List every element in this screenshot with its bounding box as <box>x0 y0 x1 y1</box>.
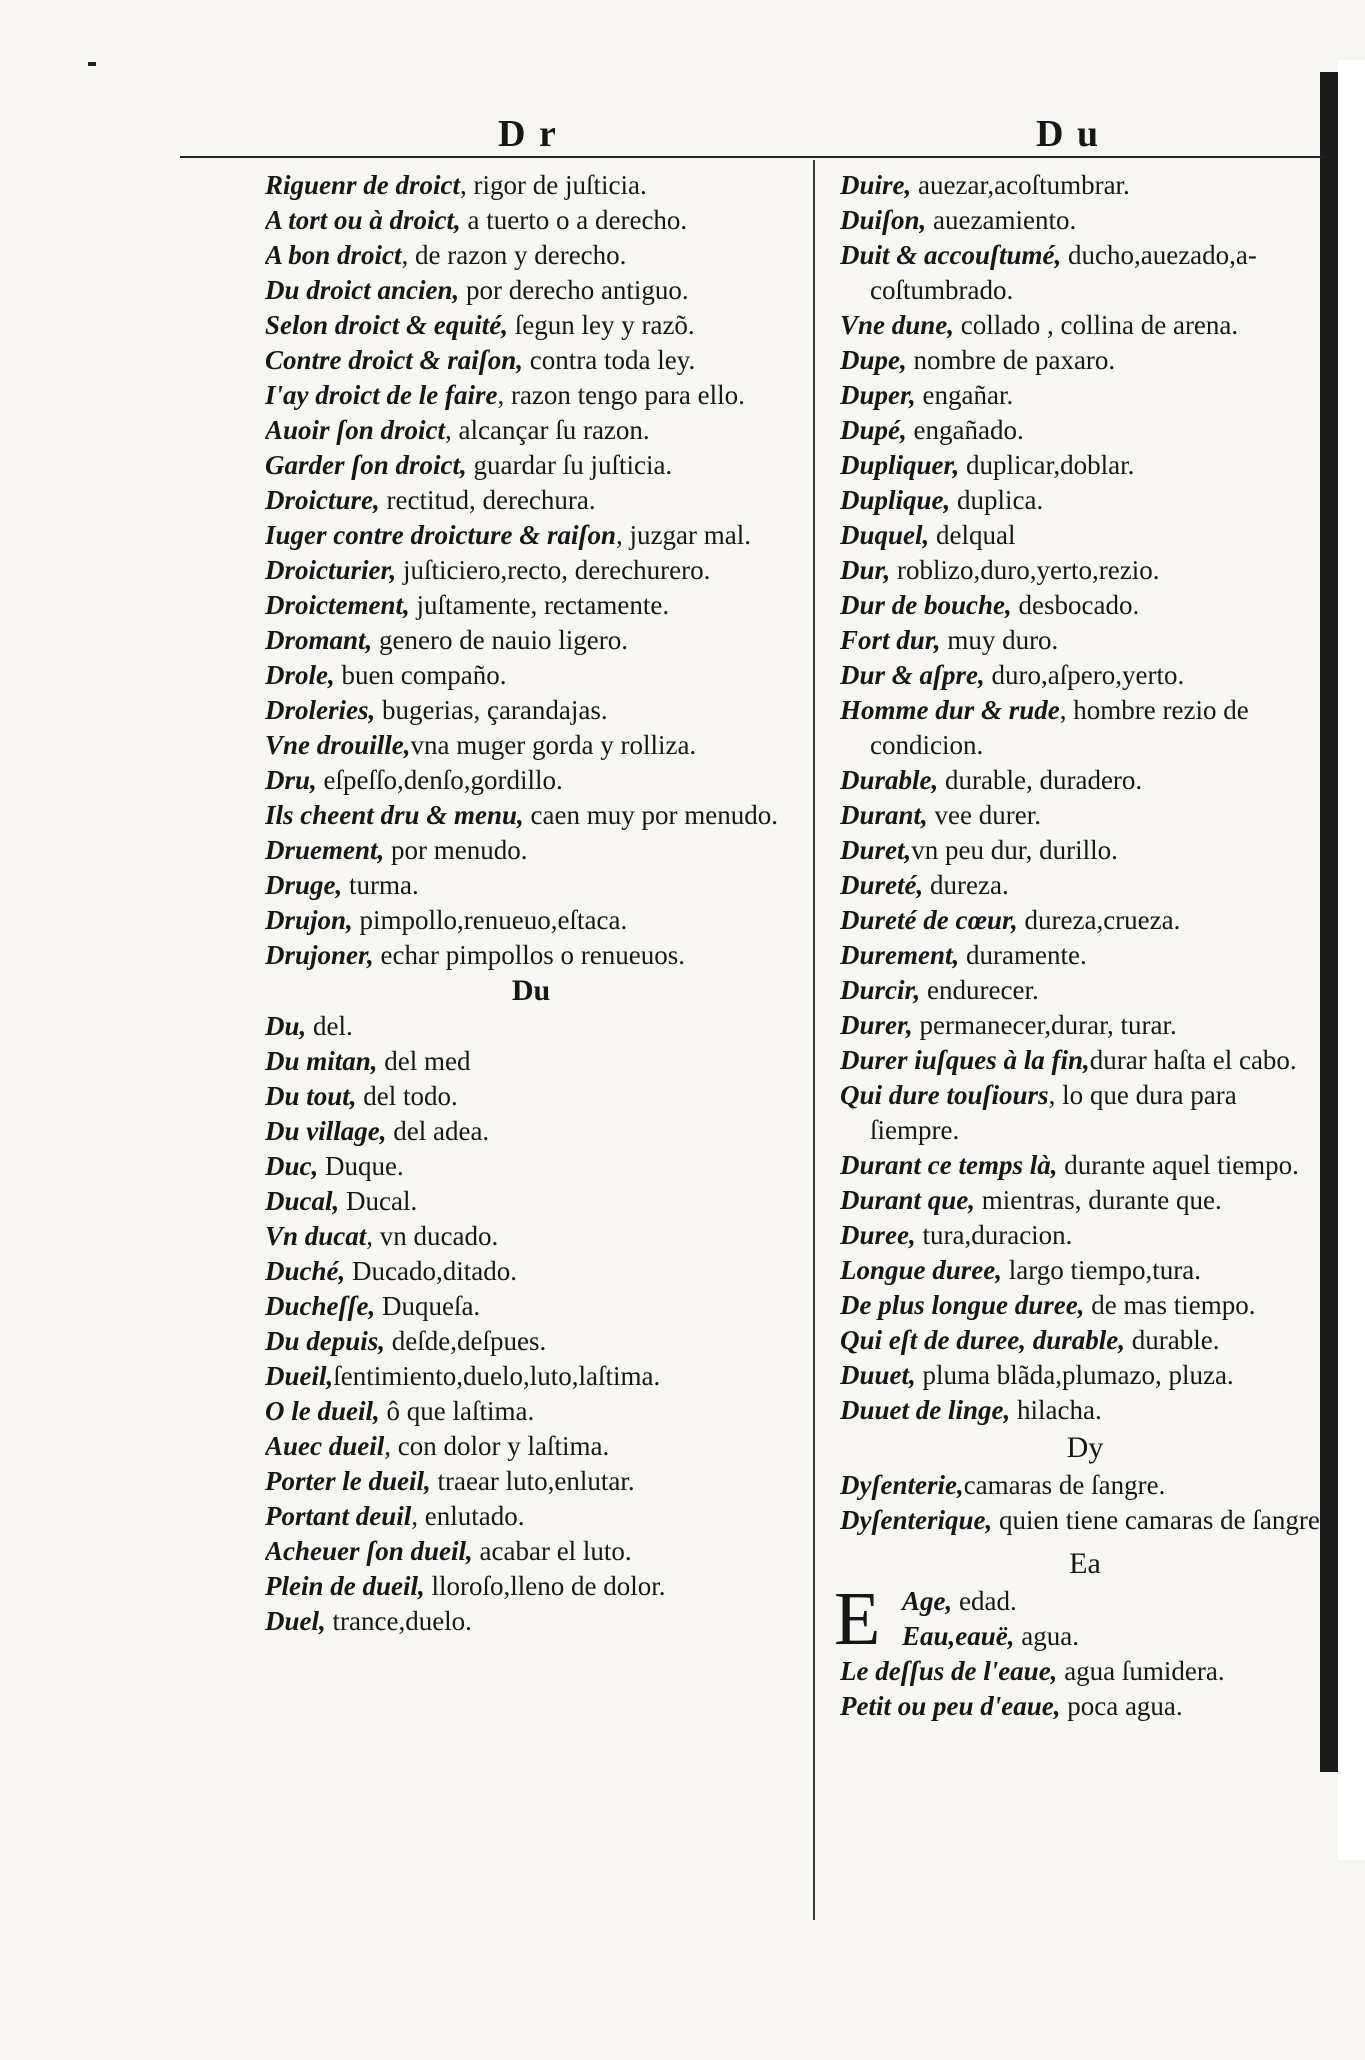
dictionary-entry <box>265 378 797 413</box>
headword: Dueil, <box>265 1361 334 1391</box>
translation: , alcançar ſu razon. <box>445 415 650 445</box>
headword: Homme dur & rude <box>840 695 1060 725</box>
dictionary-entry <box>265 1289 797 1324</box>
dictionary-entry <box>265 693 797 728</box>
headword: Drole, <box>265 660 335 690</box>
headword: Dyſenterie, <box>840 1470 964 1500</box>
dictionary-entry <box>840 1148 1330 1183</box>
dictionary-entry <box>840 553 1330 588</box>
dictionary-entry <box>840 1503 1330 1538</box>
headword: Duit & accouſtumé, <box>840 240 1062 270</box>
translation: auezamiento. <box>926 205 1077 235</box>
dictionary-entry <box>265 413 797 448</box>
headword: Durcir, <box>840 975 921 1005</box>
translation: agua ſumidera. <box>1057 1656 1225 1686</box>
dictionary-entry <box>265 238 797 273</box>
dictionary-entry <box>840 588 1330 623</box>
translation: Ducado,ditado. <box>345 1256 517 1286</box>
headword: Ducal, <box>265 1186 340 1216</box>
headword: Durer, <box>840 1010 913 1040</box>
translation: tura,duracion. <box>915 1220 1073 1250</box>
translation: duplicar,doblar. <box>959 450 1135 480</box>
dictionary-entry <box>265 483 797 518</box>
dictionary-entry <box>265 658 797 693</box>
headword: Qui eſt de duree, durable, <box>840 1325 1125 1355</box>
headword: Durant ce temps là, <box>840 1150 1058 1180</box>
column-divider <box>813 160 815 1920</box>
dictionary-entry <box>840 763 1330 798</box>
translation: por derecho antiguo. <box>459 275 689 305</box>
translation: del. <box>306 1011 353 1041</box>
dictionary-entry <box>265 1254 797 1289</box>
translation: delqual <box>929 520 1016 550</box>
headword: Dupe, <box>840 345 907 375</box>
headword: Droicturier, <box>265 555 397 585</box>
headword: Vne drouille, <box>265 730 411 760</box>
translation: duramente. <box>959 940 1087 970</box>
headword: Duc, <box>265 1151 319 1181</box>
entry-list <box>840 1468 1330 1538</box>
dictionary-entry <box>840 343 1330 378</box>
dictionary-entry <box>265 1499 797 1534</box>
headword: Droleries, <box>265 695 376 725</box>
translation: de mas tiempo. <box>1084 1290 1256 1320</box>
translation: del adea. <box>386 1116 490 1146</box>
entry-list <box>265 1009 797 1639</box>
headword: Portant deuil <box>265 1501 412 1531</box>
dictionary-entry <box>265 1569 797 1604</box>
translation: ſentimiento,duelo,luto,laſtima. <box>333 1361 661 1391</box>
entry-list <box>840 1654 1330 1724</box>
headword: Fort dur, <box>840 625 941 655</box>
dictionary-entry <box>265 308 797 343</box>
dictionary-entry <box>902 1584 1330 1619</box>
dictionary-entry <box>840 168 1330 203</box>
dictionary-entry <box>265 1149 797 1184</box>
translation: durable, duradero. <box>938 765 1143 795</box>
dictionary-entry <box>902 1619 1330 1654</box>
dictionary-entry <box>265 1044 797 1079</box>
dictionary-entry <box>840 378 1330 413</box>
dictionary-entry <box>265 1009 797 1044</box>
translation: durante aquel tiempo. <box>1057 1150 1299 1180</box>
translation: largo tiempo,tura. <box>1002 1255 1201 1285</box>
headword: Dur, <box>840 555 891 585</box>
translation: a tuerto o a derecho. <box>460 205 688 235</box>
dictionary-entry <box>265 798 797 833</box>
headword: Durer iuſques à la fin, <box>840 1045 1090 1075</box>
translation: del todo. <box>356 1081 458 1111</box>
headword: Dyſenterique, <box>840 1505 993 1535</box>
left-column <box>265 168 797 1639</box>
headword: Eau,eauë, <box>902 1621 1015 1651</box>
headword: Drujoner, <box>265 940 374 970</box>
headword: Qui dure touſiours <box>840 1080 1049 1110</box>
dictionary-entry <box>265 728 797 763</box>
dictionary-entry <box>840 448 1330 483</box>
section-heading-dy: Dy <box>1066 1431 1104 1464</box>
headword: Duper, <box>840 380 916 410</box>
dictionary-entry <box>840 1468 1330 1503</box>
translation: ducho,auezado,a-coſtumbrado. <box>870 240 1257 305</box>
dictionary-entry <box>840 1218 1330 1253</box>
headword: Duret, <box>840 835 912 865</box>
dictionary-entry <box>840 1008 1330 1043</box>
translation: Duque. <box>318 1151 404 1181</box>
headword: Duuet, <box>840 1360 916 1390</box>
translation: endurecer. <box>920 975 1039 1005</box>
translation: eſpeſſo,denſo,gordillo. <box>316 765 563 795</box>
translation: trance,duelo. <box>325 1606 472 1636</box>
translation: bugerias, çarandajas. <box>375 695 608 725</box>
dictionary-entry <box>265 623 797 658</box>
translation: rectitud, derechura. <box>379 485 596 515</box>
headword: Acheuer ſon dueil, <box>265 1536 473 1566</box>
translation: guardar ſu juſticia. <box>466 450 673 480</box>
translation: pimpollo,renueuo,eſtaca. <box>352 905 628 935</box>
dictionary-entry <box>840 1183 1330 1218</box>
translation: lloroſo,lleno de dolor. <box>424 1571 666 1601</box>
translation: edad. <box>952 1586 1017 1616</box>
dictionary-entry <box>840 1043 1330 1078</box>
right-column <box>834 168 1330 1724</box>
headword: Durant, <box>840 800 928 830</box>
dictionary-entry <box>265 1184 797 1219</box>
headword: Longue duree, <box>840 1255 1002 1285</box>
headword: Druement, <box>265 835 385 865</box>
translation: hilacha. <box>1010 1395 1102 1425</box>
headword: Druge, <box>265 870 343 900</box>
dictionary-entry <box>840 1253 1330 1288</box>
headword: Vne dune, <box>840 310 955 340</box>
translation: caen muy por menudo. <box>523 800 778 830</box>
translation: juſticiero,recto, derechurero. <box>396 555 711 585</box>
page-edge-margin <box>1338 60 1365 1860</box>
headword: Dromant, <box>265 625 373 655</box>
running-head-left: D r <box>498 113 558 155</box>
translation: , con dolor y laſtima. <box>384 1431 610 1461</box>
translation: genero de nauio ligero. <box>372 625 628 655</box>
dictionary-entry <box>265 203 797 238</box>
headword: Du mitan, <box>265 1046 378 1076</box>
dictionary-entry <box>840 938 1330 973</box>
headword: Drujon, <box>265 905 353 935</box>
dictionary-entry <box>840 868 1330 903</box>
translation: deſde,deſpues. <box>385 1326 547 1356</box>
dictionary-entry <box>265 868 797 903</box>
dropcap-letter: E <box>834 1577 881 1661</box>
translation: juſtamente, rectamente. <box>409 590 670 620</box>
dictionary-entry <box>840 798 1330 833</box>
translation: turma. <box>342 870 419 900</box>
translation: engañado. <box>906 415 1024 445</box>
dictionary-entry <box>840 238 1330 308</box>
dictionary-entry <box>265 1534 797 1569</box>
translation: , juzgar mal. <box>616 520 751 550</box>
headword: Ils cheent dru & menu, <box>265 800 524 830</box>
dictionary-entry <box>840 483 1330 518</box>
headword: Du, <box>265 1011 307 1041</box>
headword: Durant que, <box>840 1185 976 1215</box>
headword: Dur & aſpre, <box>840 660 985 690</box>
dictionary-entry <box>840 973 1330 1008</box>
dictionary-entry <box>265 1079 797 1114</box>
headword: De plus longue duree, <box>840 1290 1085 1320</box>
translation: , de razon y derecho. <box>401 240 627 270</box>
dictionary-entry <box>265 1464 797 1499</box>
translation: , hombre rezio de condicion. <box>870 695 1249 760</box>
translation: engañar. <box>915 380 1014 410</box>
dictionary-entry <box>840 1654 1330 1689</box>
translation: collado , collina de arena. <box>954 310 1239 340</box>
headword: I'ay droict de le faire <box>265 380 498 410</box>
headword: A bon droict <box>265 240 402 270</box>
dictionary-entry <box>265 553 797 588</box>
dictionary-entry <box>840 203 1330 238</box>
headword: Auec dueil <box>265 1431 385 1461</box>
dictionary-entry <box>265 1604 797 1639</box>
section-heading-du: Du <box>511 974 551 1007</box>
headword: Auoir ſon droict <box>265 415 446 445</box>
translation: vna muger gorda y rolliza. <box>410 730 697 760</box>
headword: Dupliquer, <box>840 450 960 480</box>
dictionary-entry <box>840 1323 1330 1358</box>
headword: Du tout, <box>265 1081 357 1111</box>
translation: por menudo. <box>384 835 528 865</box>
headword: Durable, <box>840 765 939 795</box>
translation: vn peu dur, durillo. <box>911 835 1118 865</box>
headword: Duire, <box>840 170 912 200</box>
dictionary-entry <box>265 518 797 553</box>
dictionary-entry <box>265 1429 797 1464</box>
dropcap-block <box>834 1577 1330 1661</box>
translation: traear luto,enlutar. <box>430 1466 635 1496</box>
headword: Riguenr de droict <box>265 170 461 200</box>
translation: dureza. <box>923 870 1009 900</box>
translation: vee durer. <box>927 800 1041 830</box>
headword: Duplique, <box>840 485 951 515</box>
headword: Dru, <box>265 765 317 795</box>
dictionary-entry <box>840 1393 1330 1428</box>
translation: durable. <box>1124 1325 1220 1355</box>
translation: desbocado. <box>1011 590 1140 620</box>
translation: del med <box>377 1046 471 1076</box>
headword: Iuger contre droicture & raiſon <box>265 520 617 550</box>
dictionary-entry <box>265 1394 797 1429</box>
headword: Du village, <box>265 1116 387 1146</box>
translation: roblizo,duro,yerto,rezio. <box>890 555 1160 585</box>
translation: acabar el luto. <box>472 1536 632 1566</box>
translation: dureza,crueza. <box>1017 905 1181 935</box>
translation: , razon tengo para ello. <box>497 380 745 410</box>
running-head-right: D u <box>1036 113 1101 155</box>
dictionary-entry <box>265 1114 797 1149</box>
translation: pluma blãda,plumazo, pluza. <box>915 1360 1234 1390</box>
dictionary-entry <box>265 343 797 378</box>
headword: Droictement, <box>265 590 410 620</box>
dictionary-entry <box>840 413 1330 448</box>
translation: camaras de ſangre. <box>963 1470 1166 1500</box>
headword: Dureté, <box>840 870 924 900</box>
headword: Dureté de cœur, <box>840 905 1018 935</box>
dictionary-entry <box>265 273 797 308</box>
dictionary-entry <box>265 1359 797 1394</box>
translation: duplica. <box>950 485 1044 515</box>
translation: poca agua. <box>1060 1691 1183 1721</box>
margin-mark <box>88 62 96 66</box>
headword: Plein de dueil, <box>265 1571 425 1601</box>
headword: Contre droict & raiſon, <box>265 345 524 375</box>
dictionary-entry <box>840 1358 1330 1393</box>
headword: Duquel, <box>840 520 930 550</box>
headword: Le deſſus de l'eaue, <box>840 1656 1058 1686</box>
headword: Dupé, <box>840 415 907 445</box>
translation: permanecer,durar, turar. <box>912 1010 1177 1040</box>
translation: auezar,acoſtumbrar. <box>911 170 1130 200</box>
headword: Selon droict & equité, <box>265 310 508 340</box>
headword: Ducheſſe, <box>265 1291 376 1321</box>
dictionary-entry <box>265 588 797 623</box>
dictionary-entry <box>840 308 1330 343</box>
dictionary-entry <box>840 623 1330 658</box>
dictionary-entry <box>265 448 797 483</box>
dictionary-entry <box>840 1078 1330 1148</box>
dictionary-entry <box>840 903 1330 938</box>
headword: Duuet de linge, <box>840 1395 1011 1425</box>
entry-list <box>265 168 797 973</box>
dictionary-entry <box>265 833 797 868</box>
translation: Duqueſa. <box>375 1291 481 1321</box>
translation: , lo que dura para ſiempre. <box>870 1080 1237 1145</box>
translation: mientras, durante que. <box>975 1185 1222 1215</box>
dictionary-entry <box>265 938 797 973</box>
translation: contra toda ley. <box>523 345 696 375</box>
headword: O le dueil, <box>265 1396 380 1426</box>
dictionary-entry <box>840 518 1330 553</box>
header-rule <box>180 156 1325 158</box>
headword: Vn ducat <box>265 1221 367 1251</box>
translation: quien tiene camaras de ſangre. <box>992 1505 1327 1535</box>
headword: Du depuis, <box>265 1326 386 1356</box>
headword: Duiſon, <box>840 205 927 235</box>
dictionary-entry <box>840 658 1330 693</box>
dictionary-entry <box>840 1689 1330 1724</box>
headword: Porter le dueil, <box>265 1466 431 1496</box>
translation: duro,aſpero,yerto. <box>984 660 1185 690</box>
dictionary-entry <box>265 763 797 798</box>
translation: ô que laſtima. <box>379 1396 535 1426</box>
dictionary-entry <box>840 693 1330 763</box>
section-heading-ea: Ea <box>1069 1547 1101 1580</box>
translation: durar haſta el cabo. <box>1089 1045 1297 1075</box>
dictionary-entry <box>265 168 797 203</box>
translation: Ducal. <box>339 1186 418 1216</box>
dictionary-entry <box>840 833 1330 868</box>
headword: A tort ou à droict, <box>265 205 461 235</box>
headword: Petit ou peu d'eaue, <box>840 1691 1061 1721</box>
headword: Age, <box>902 1586 953 1616</box>
dictionary-entry <box>265 1219 797 1254</box>
dictionary-entry <box>265 1324 797 1359</box>
translation: agua. <box>1014 1621 1079 1651</box>
translation: ſegun ley y razõ. <box>508 310 695 340</box>
translation: , vn ducado. <box>366 1221 499 1251</box>
headword: Garder ſon droict, <box>265 450 467 480</box>
headword: Droicture, <box>265 485 380 515</box>
translation: muy duro. <box>940 625 1059 655</box>
headword: Duree, <box>840 1220 916 1250</box>
headword: Duché, <box>265 1256 346 1286</box>
dictionary-entry <box>840 1288 1330 1323</box>
entry-list <box>840 168 1330 1428</box>
headword: Dur de bouche, <box>840 590 1012 620</box>
translation: , rigor de juſticia. <box>460 170 647 200</box>
headword: Du droict ancien, <box>265 275 460 305</box>
headword: Duel, <box>265 1606 326 1636</box>
translation: buen compaño. <box>334 660 507 690</box>
translation: , enlutado. <box>411 1501 525 1531</box>
translation: echar pimpollos o renueuos. <box>373 940 685 970</box>
translation: nombre de paxaro. <box>906 345 1116 375</box>
headword: Durement, <box>840 940 960 970</box>
dictionary-entry <box>265 903 797 938</box>
